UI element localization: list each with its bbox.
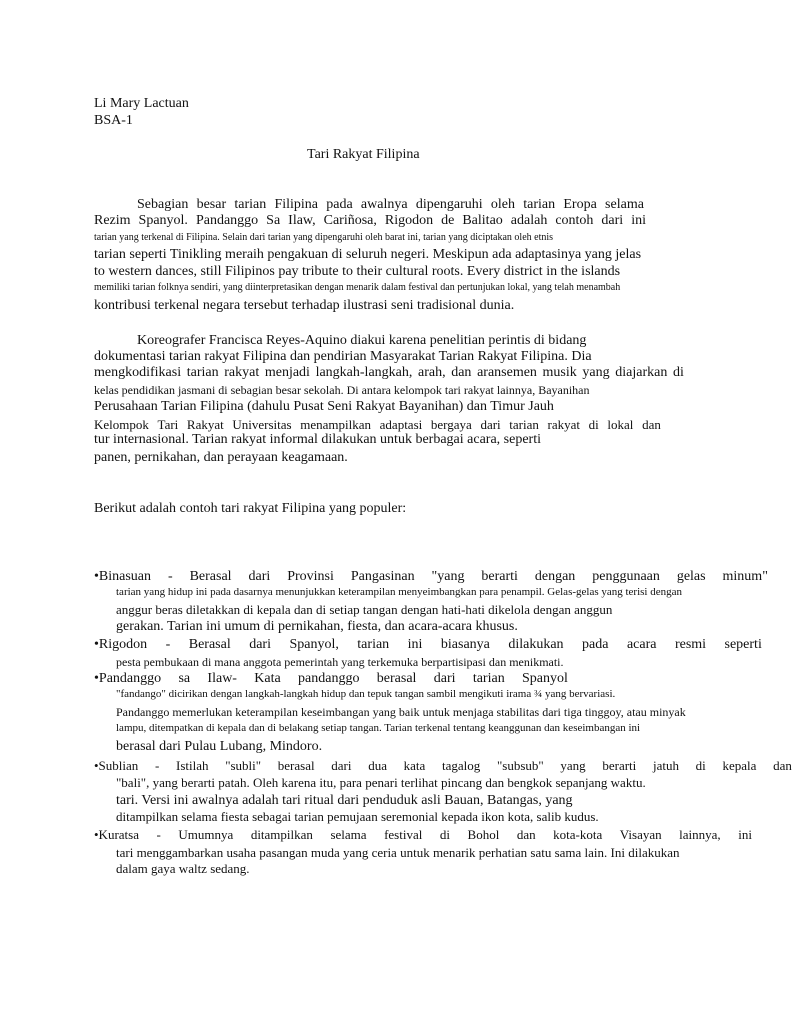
word: minum" (722, 569, 768, 584)
word: tarian (509, 417, 539, 432)
word: berarti (602, 758, 637, 773)
sublian-line2: "bali", yang berarti patah. Oleh karena itu, para penari terlihat pincang dan bengkok sepanjang waktu. (116, 775, 646, 790)
word: festival (384, 827, 423, 842)
word: - (167, 569, 173, 584)
para2-line5: Perusahaan Tarian Filipina (dahulu Pusat Seni Rakyat Bayanihan) dan Timur Jauh (94, 399, 554, 414)
word: yang (560, 758, 586, 773)
word: dilakukan (508, 637, 564, 652)
word: aransemen (477, 365, 537, 380)
word: dari (601, 213, 624, 228)
word: dua (368, 758, 387, 773)
word: - (165, 637, 171, 652)
word: dan (642, 417, 661, 432)
pandanggo-line5: berasal dari Pulau Lubang, Mindoro. (116, 739, 323, 754)
para1-line3: tarian yang terkenal di Filipina. Selain dari tarian yang dipengaruhi oleh barat ini, tarian yang diciptakan oleh etnis (94, 232, 554, 243)
word: arah, (418, 365, 446, 380)
para1-line7: kontribusi terkenal negara tersebut terhadap ilustrasi seni tradisional dunia. (94, 298, 515, 313)
word: selama (605, 197, 644, 212)
word: Istilah (176, 758, 209, 773)
class-label: BSA-1 (94, 113, 133, 128)
word: kota-kota (553, 827, 603, 842)
word: langkah-langkah, (315, 365, 413, 380)
word: ini (738, 827, 752, 842)
word: resmi (674, 637, 707, 652)
word: mengkodifikasi (94, 365, 182, 380)
para2-line2: dokumentasi tarian rakyat Filipina dan pendirian Masyarakat Tarian Rakyat Filipina. Dia (94, 349, 592, 364)
word: jatuh (652, 758, 679, 773)
sublian-line4: ditampilkan selama fiesta sebagai tarian pemujaan seremonial kepada ikon kota, salib kudus. (116, 809, 599, 824)
word: di (695, 758, 706, 773)
word: •Kuratsa (94, 827, 139, 842)
word: lokal (607, 417, 634, 432)
word: oleh (490, 197, 516, 212)
sublian-line3: tari. Versi ini awalnya adalah tari ritual dari penduduk asli Bauan, Batangas, yang (116, 793, 573, 808)
word: Sebagian (137, 197, 189, 212)
word: Kelompok (94, 417, 149, 432)
para2-line4: kelas pendidikan jasmani di sebagian besar sekolah. Di antara kelompok tari rakyat lainnya, Bayanihan (94, 383, 590, 397)
word: kepala (722, 758, 757, 773)
word: dan (773, 758, 792, 773)
word: bergaya (430, 417, 472, 432)
word: tarian (357, 637, 390, 652)
pandanggo-line2: "fandango" dicirikan dengan langkah-langkah hidup dan tepuk tangan sambil mengikuti irama ¾ yang bervariasi. (116, 688, 616, 700)
word: di (588, 417, 599, 432)
para1-line4: tarian seperti Tinikling meraih pengakuan di seluruh negeri. Meskipun ada adaptasinya yang jelas (94, 247, 642, 262)
para2-line3 (94, 366, 684, 380)
word: dan (516, 827, 536, 842)
word: dari (249, 637, 271, 652)
pandanggo-line1 (94, 672, 568, 686)
word: "yang (431, 569, 465, 584)
word: Rigodon (384, 213, 434, 228)
para2-line1: Koreografer Francisca Reyes-Aquino diakui karena penelitian perintis di bidang (137, 333, 587, 348)
word: awalnya (360, 197, 408, 212)
word: tarian (472, 671, 505, 686)
word: - (156, 827, 161, 842)
binasuan-line4: gerakan. Tarian ini umum di pernikahan, fiesta, dan acara-acara khusus. (116, 619, 518, 634)
kuratsa-line2: tari menggambarkan usaha pasangan muda yang ceria untuk menarik perhatian satu sama lain. Ini dilakukan (116, 845, 680, 860)
para2-line6 (94, 418, 661, 431)
rigodon-line1 (94, 638, 762, 652)
word: de (441, 213, 455, 228)
word: selama (330, 827, 367, 842)
word: Cariñosa, (323, 213, 377, 228)
word: dengan (534, 569, 576, 584)
word: tarian (186, 365, 219, 380)
word: Pandanggo (195, 213, 259, 228)
word: Ilaw- (207, 671, 237, 686)
word: seperti (724, 637, 762, 652)
word: ditampilkan (250, 827, 313, 842)
word: Spanyol (522, 671, 568, 686)
word: Rezim (94, 213, 131, 228)
word: ini (407, 637, 423, 652)
word: dan (451, 365, 472, 380)
word: "subsub" (496, 758, 544, 773)
word: Universitas (232, 417, 292, 432)
word: menampilkan (300, 417, 372, 432)
word: ini (631, 213, 646, 228)
list-intro: Berikut adalah contoh tari rakyat Filipina yang populer: (94, 501, 407, 516)
word: pada (582, 637, 609, 652)
document-title: Tari Rakyat Filipina (307, 147, 420, 162)
word: •Pandanggo (94, 671, 162, 686)
word: tagalog (442, 758, 481, 773)
word: penggunaan (592, 569, 660, 584)
word: yang (582, 365, 610, 380)
word: "subli" (225, 758, 262, 773)
word: lainnya, (679, 827, 721, 842)
word: dipengaruhi (415, 197, 483, 212)
kuratsa-line1 (94, 828, 752, 841)
word: dari (248, 569, 271, 584)
word: besar (196, 197, 227, 212)
word: •Binasuan (94, 569, 152, 584)
word: dari (331, 758, 352, 773)
pandanggo-line3: Pandanggo memerlukan keterampilan keseimbangan yang baik untuk menjaga stabilitas dari tiga tinggoy, atau minyak (116, 705, 686, 719)
word: Umumnya (178, 827, 234, 842)
para2-line8: panen, pernikahan, dan perayaan keagamaan. (94, 450, 348, 465)
word: rakyat (547, 417, 581, 432)
word: dari (433, 671, 456, 686)
word: Visayan (619, 827, 662, 842)
pandanggo-line4: lampu, ditempatkan di kepala dan di belakang setiap tangan. Tarian terkenal tentang keanggunan dan keseimbangan ini (116, 722, 641, 734)
word: Spanyol. (138, 213, 188, 228)
para1-line6: memiliki tarian folknya sendiri, yang diinterpretasikan dengan menarik dalam festival dan pertunjukan lokal, yang telah menambah (94, 282, 621, 293)
word: Tari (157, 417, 179, 432)
word: di (439, 827, 450, 842)
word: dari (480, 417, 501, 432)
binasuan-line2: tarian yang hidup ini pada dasarnya menunjukkan keterampilan menyeimbangkan para penampil. Gelas-gelas yang terisi dengan (116, 586, 683, 598)
word: berasal (376, 671, 417, 686)
word: contoh (555, 213, 594, 228)
word: rakyat (224, 365, 260, 380)
word: kata (403, 758, 426, 773)
para2-line7: tur internasional. Tarian rakyat informal dilakukan untuk berbagai acara, seperti (94, 432, 541, 447)
word: tarian (234, 197, 267, 212)
word: Pangasinan (350, 569, 415, 584)
word: Eropa (563, 197, 597, 212)
word: berasal (277, 758, 315, 773)
para1-line5: to western dances, still Filipinos pay tribute to their cultural roots. Every district in the islands (94, 264, 621, 279)
word: tarian (523, 197, 556, 212)
word: musik (542, 365, 577, 380)
word: Berasal (188, 637, 231, 652)
word: sa (178, 671, 191, 686)
word: berarti (481, 569, 518, 584)
word: pada (326, 197, 353, 212)
binasuan-line3: anggur beras diletakkan di kepala dan di setiap tangan dengan hati-hati dikelola dengan anggun (116, 602, 613, 617)
word: •Rigodon (94, 637, 148, 652)
word: Sa (266, 213, 281, 228)
word: di (672, 365, 684, 380)
word: acara (626, 637, 657, 652)
word: diajarkan (615, 365, 668, 380)
para1-line2 (94, 214, 646, 228)
word: Ilaw, (288, 213, 316, 228)
word: •Sublian (94, 758, 139, 773)
kuratsa-line3: dalam gaya waltz sedang. (116, 861, 250, 876)
author-name: Li Mary Lactuan (94, 96, 189, 111)
sublian-line1 (94, 759, 792, 772)
word: Bohol (467, 827, 500, 842)
word: biasanya (440, 637, 490, 652)
word: adalah (510, 213, 548, 228)
word: Rakyat (186, 417, 224, 432)
word: pandanggo (298, 671, 360, 686)
word: Berasal (189, 569, 232, 584)
word: Kata (254, 671, 281, 686)
word: - (154, 758, 160, 773)
word: gelas (676, 569, 706, 584)
para1-line1 (137, 198, 644, 212)
word: menjadi (264, 365, 310, 380)
word: Balitao (462, 213, 503, 228)
word: Provinsi (287, 569, 334, 584)
word: adaptasi (379, 417, 423, 432)
word: Spanyol, (289, 637, 339, 652)
word: Filipina (274, 197, 319, 212)
binasuan-line1 (94, 570, 768, 584)
rigodon-line2: pesta pembukaan di mana anggota pemerintah yang terkemuka berpartisipasi dan menikmati. (116, 655, 564, 669)
